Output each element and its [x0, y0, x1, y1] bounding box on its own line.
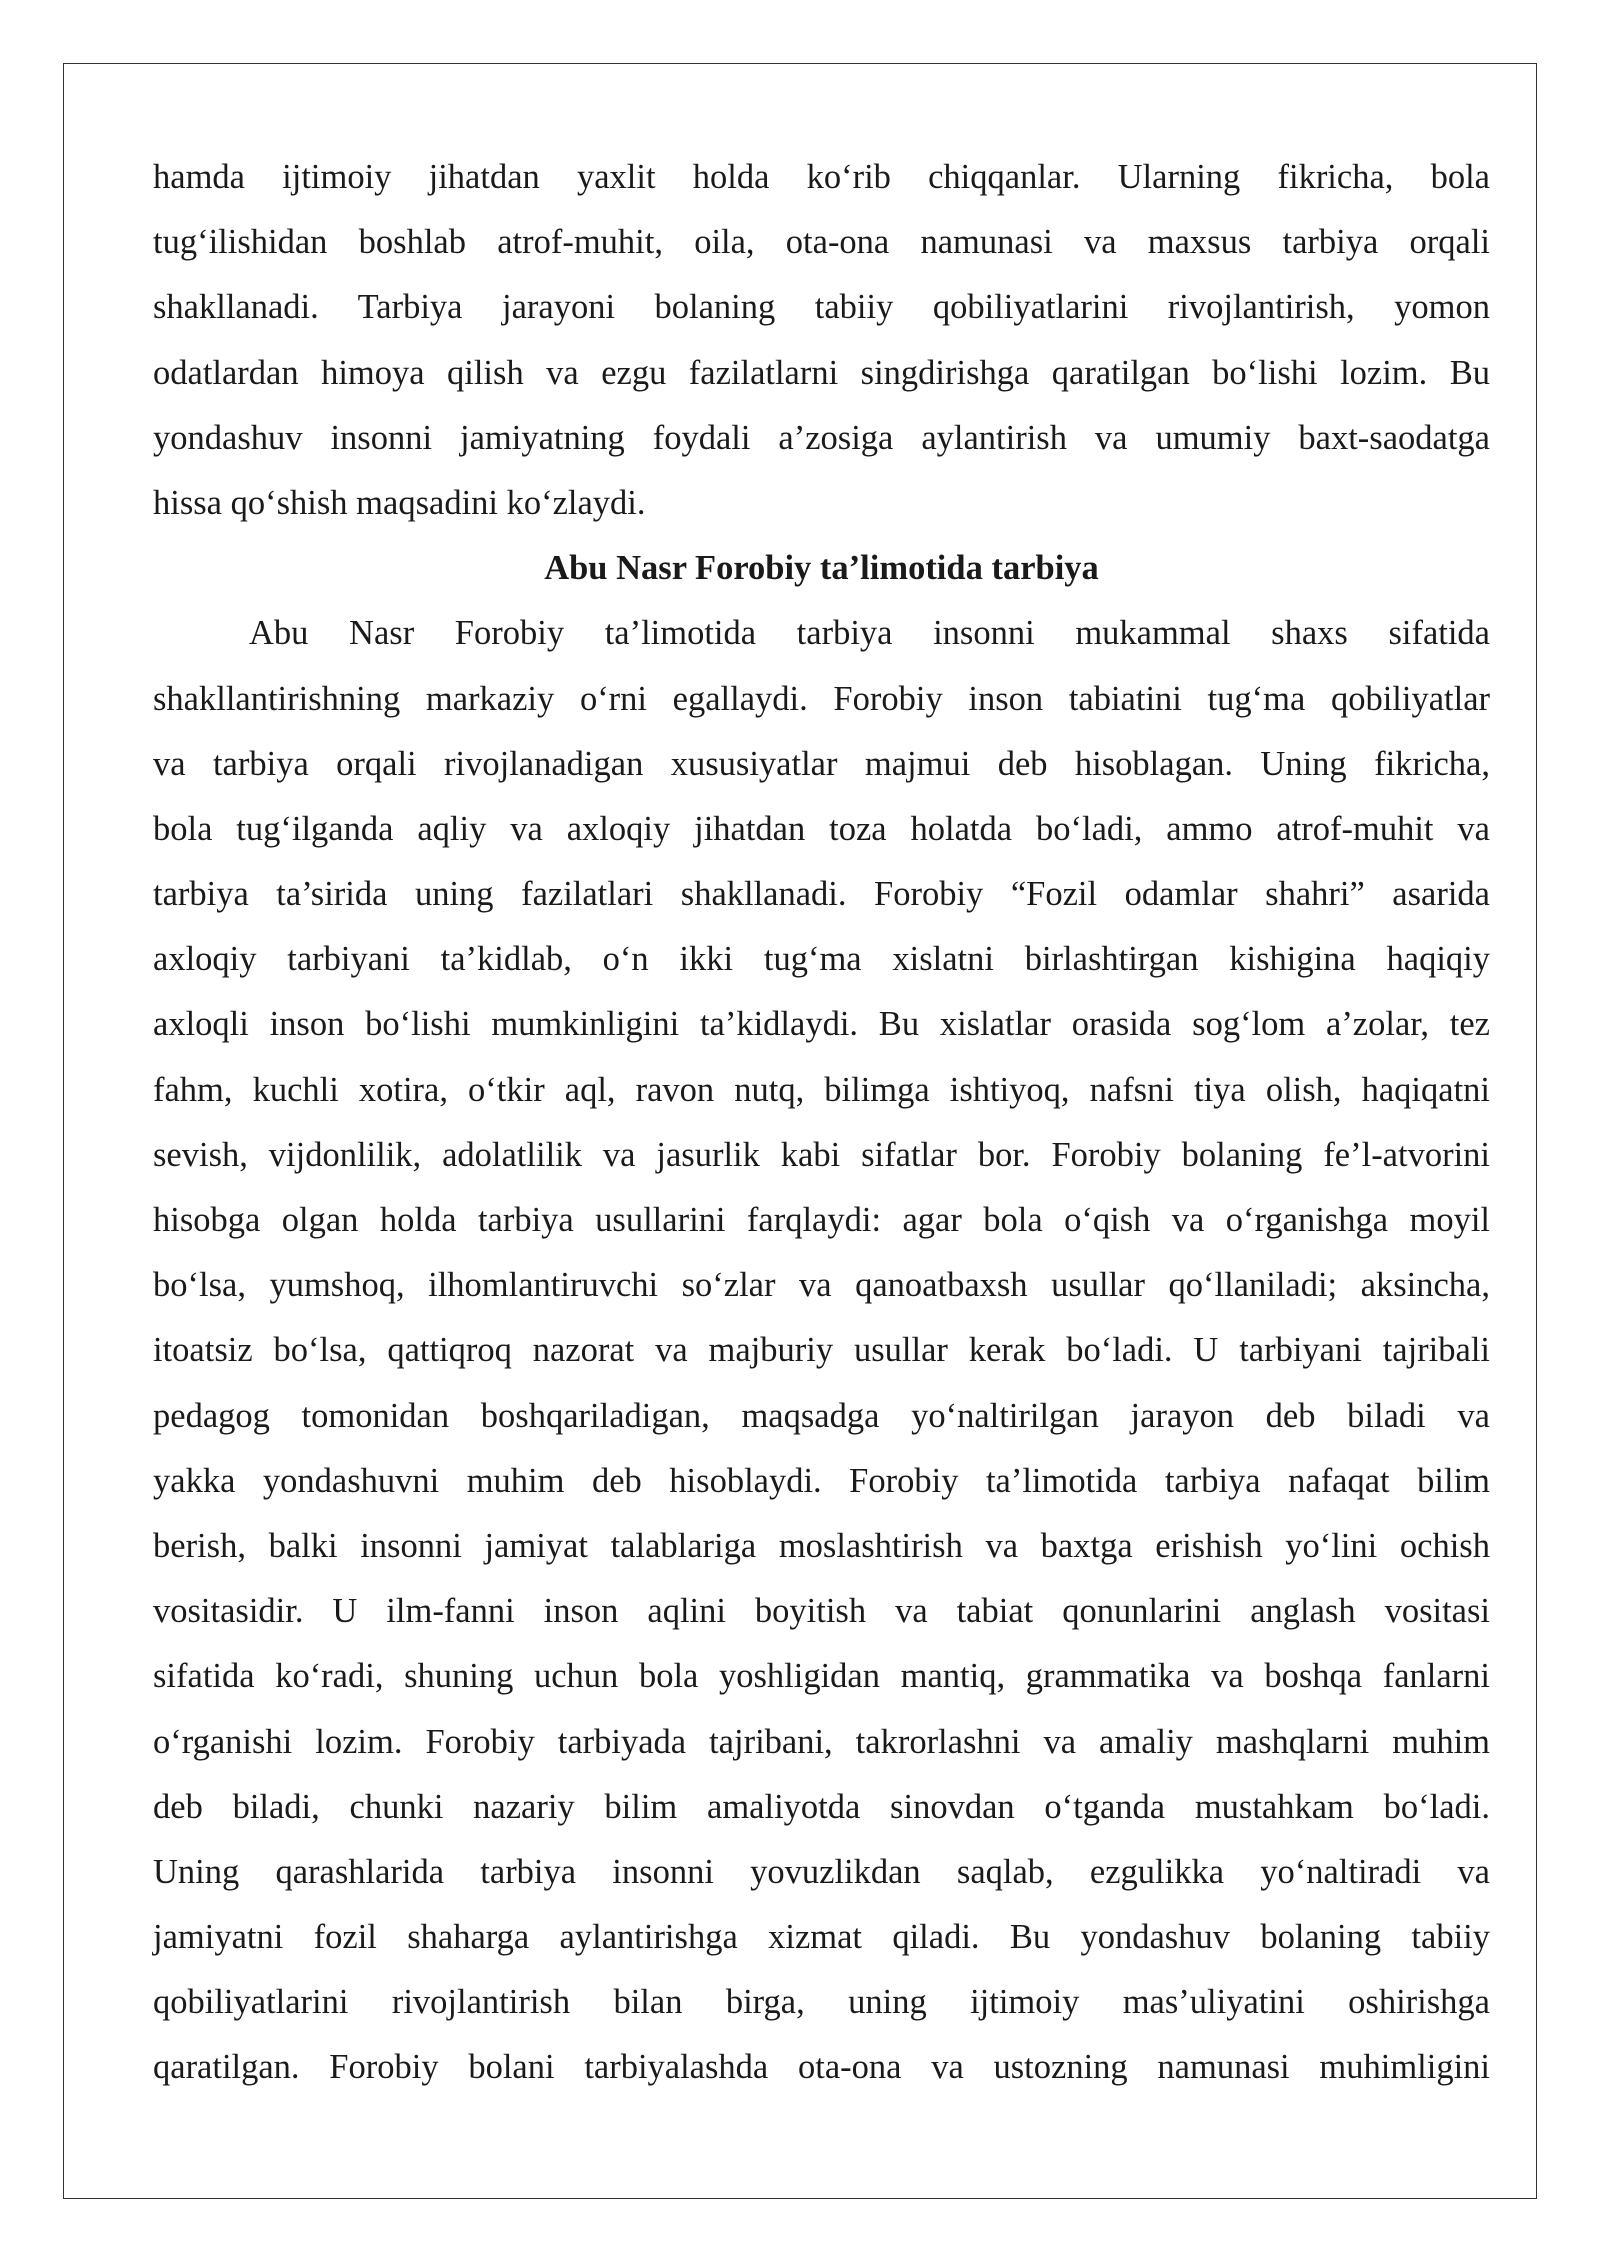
- text-line: axloqiy tarbiyani ta’kidlab, oʻn ikki tugʻma xislatni birlashtirgan kishigina haqiqiy: [153, 940, 1490, 979]
- text-line: shakllanadi. Tarbiya jarayoni bolaning tabiiy qobiliyatlarini rivojlantirish, yomon: [153, 288, 1490, 327]
- text-line: va tarbiya orqali rivojlanadigan xususiyatlar majmui deb hisoblagan. Uning fikricha,: [153, 744, 1490, 783]
- text-line: shakllantirishning markaziy oʻrni egallaydi. Forobiy inson tabiatini tugʻma qobiliyatlar: [153, 679, 1490, 718]
- text-line: hissa qoʻshish maqsadini koʻzlaydi.: [153, 483, 646, 522]
- paragraph-forobiy: [153, 601, 1490, 2100]
- text-line: hisobga olgan holda tarbiya usullarini farqlaydi: agar bola oʻqish va oʻrganishga moyil: [153, 1201, 1490, 1239]
- paragraph-continuation: [153, 145, 1490, 536]
- text-line: Abu Nasr Forobiy ta’limotida tarbiya insonni mukammal shaxs sifatida: [249, 614, 1490, 653]
- text-line: sifatida koʻradi, shuning uchun bola yoshligidan mantiq, grammatika va boshqa fanlarni: [153, 1657, 1490, 1696]
- text-line: axloqli inson boʻlishi mumkinligini ta’kidlaydi. Bu xislatlar orasida sogʻlom a’zolar, tez: [153, 1005, 1490, 1044]
- text-line: hamda ijtimoiy jihatdan yaxlit holda koʻrib chiqqanlar. Ularning fikricha, bola: [153, 158, 1490, 196]
- text-line: sevish, vijdonlilik, adolatlilik va jasurlik kabi sifatlar bor. Forobiy bolaning fe’l-atvorini: [153, 1135, 1490, 1174]
- text-line: oʻrganishi lozim. Forobiy tarbiyada tajribani, takrorlashni va amaliy mashqlarni muhim: [153, 1722, 1490, 1761]
- text-line: berish, balki insonni jamiyat talablariga moslashtirish va baxtga erishish yoʻlini ochish: [153, 1526, 1490, 1565]
- section-heading: Abu Nasr Forobiy ta’limotida tarbiya: [544, 549, 1099, 588]
- text-line: deb biladi, chunki nazariy bilim amaliyotda sinovdan oʻtganda mustahkam boʻladi.: [153, 1787, 1490, 1826]
- text-line: Uning qarashlarida tarbiya insonni yovuzlikdan saqlab, ezgulikka yoʻnaltiradi va: [153, 1852, 1490, 1891]
- text-line: pedagog tomonidan boshqariladigan, maqsadga yoʻnaltirilgan jarayon deb biladi va: [153, 1396, 1490, 1435]
- text-line: fahm, kuchli xotira, oʻtkir aql, ravon nutq, bilimga ishtiyoq, nafsni tiya olish, haqiqatni: [153, 1070, 1490, 1109]
- text-line: odatlardan himoya qilish va ezgu fazilatlarni singdirishga qaratilgan boʻlishi lozim. Bu: [153, 353, 1490, 392]
- text-line: jamiyatni fozil shaharga aylantirishga xizmat qiladi. Bu yondashuv bolaning tabiiy: [153, 1918, 1490, 1957]
- text-line: qobiliyatlarini rivojlantirish bilan birga, uning ijtimoiy mas’uliyatini oshirishga: [153, 1983, 1490, 2022]
- text-line: itoatsiz boʻlsa, qattiqroq nazorat va majburiy usullar kerak boʻladi. U tarbiyani tajribali: [153, 1331, 1490, 1370]
- text-line: yondashuv insonni jamiyatning foydali a’zosiga aylantirish va umumiy baxt-saodatga: [153, 418, 1490, 457]
- text-line: qaratilgan. Forobiy bolani tarbiyalashda ota-ona va ustozning namunasi muhimligini: [153, 2048, 1490, 2087]
- text-line: tarbiya ta’sirida uning fazilatlari shakllanadi. Forobiy “Fozil odamlar shahri” asarida: [153, 875, 1490, 914]
- text-line: boʻlsa, yumshoq, ilhomlantiruvchi soʻzlar va qanoatbaxsh usullar qoʻllaniladi; aksincha,: [153, 1266, 1490, 1305]
- text-line: vositasidir. U ilm-fanni inson aqlini boyitish va tabiat qonunlarini anglash vositasi: [153, 1592, 1490, 1631]
- text-line: bola tugʻilganda aqliy va axloqiy jihatdan toza holatda boʻladi, ammo atrof-muhit va: [153, 809, 1490, 848]
- text-line: yakka yondashuvni muhim deb hisoblaydi. Forobiy ta’limotida tarbiya nafaqat bilim: [153, 1461, 1490, 1500]
- text-line: tugʻilishidan boshlab atrof-muhit, oila, ota-ona namunasi va maxsus tarbiya orqali: [153, 223, 1490, 262]
- document-body: [153, 145, 1490, 2101]
